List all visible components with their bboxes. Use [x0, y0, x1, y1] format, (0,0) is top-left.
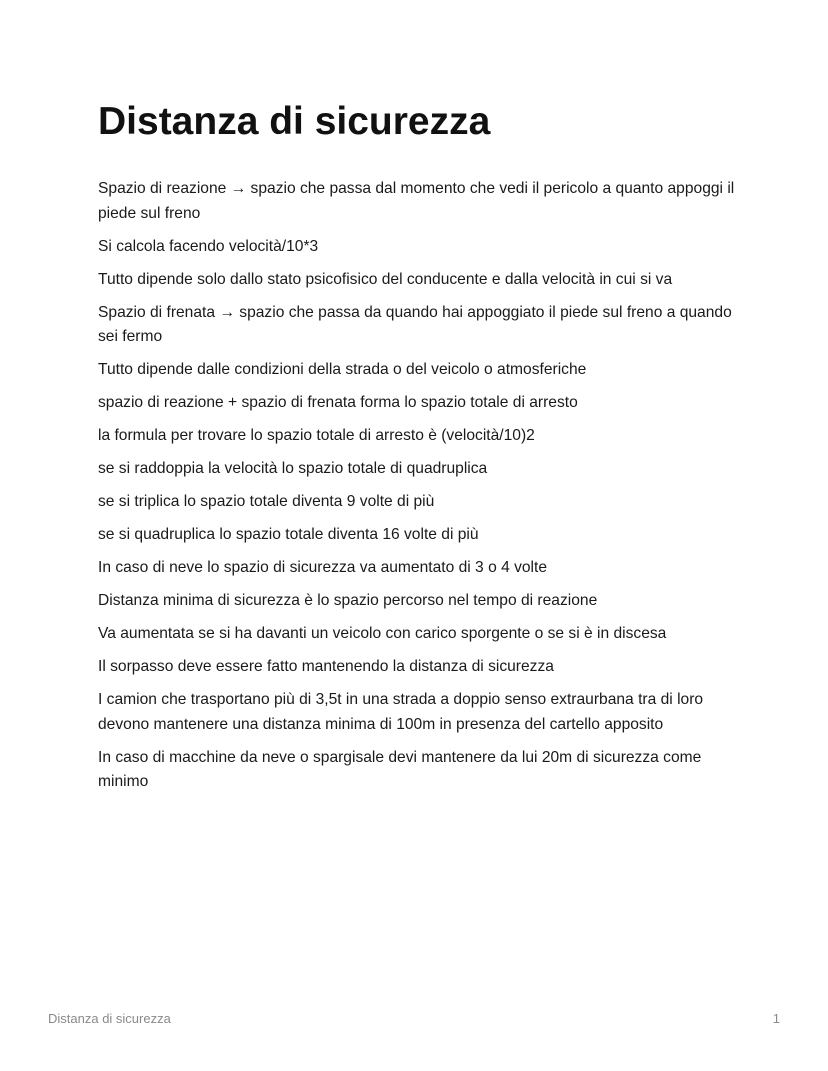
paragraph-increase-distance: Va aumentata se si ha davanti un veicolo con carico sporgente o se si è in discesa: [98, 625, 667, 642]
footer-title: Distanza di sicurezza: [48, 1011, 171, 1026]
paragraph-snowplows: In caso di macchine da neve o spargisale devi mantenere da lui 20m di sicurezza come minimo: [98, 748, 702, 790]
paragraph-braking-space: Spazio di frenata → spazio che passa da quando hai appoggiato il piede sul freno a quando sei fermo: [98, 303, 732, 345]
paragraph-reaction-depends: Tutto dipende solo dallo stato psicofisico del conducente e dalla velocità in cui si va: [98, 270, 673, 288]
paragraph-quadruple-speed: se si quadruplica lo spazio totale diventa 16 volte di più: [98, 526, 479, 543]
paragraph-snow: In caso di neve lo spazio di sicurezza va aumentato di 3 o 4 volte: [98, 559, 548, 576]
paragraph-double-speed: se si raddoppia la velocità lo spazio totale di quadruplica: [98, 460, 488, 477]
document-body: [98, 177, 748, 803]
paragraph-braking-depends: Tutto dipende dalle condizioni della strada o del veicolo o atmosferiche: [98, 361, 587, 378]
paragraph-trucks: I camion che trasportano più di 3,5t in una strada a doppio senso extraurbana tra di loro devono mantenere una distanza minima di 100m in presenza del cartello apposito: [98, 691, 704, 733]
paragraph-total-formula: la formula per trovare lo spazio totale di arresto è (velocità/10)2: [98, 427, 535, 444]
footer-page-number: 1: [772, 1011, 780, 1026]
paragraph-reaction-formula: Si calcola facendo velocità/10*3: [98, 237, 319, 255]
paragraph-reaction-space: Spazio di reazione → spazio che passa dal momento che vedi il pericolo a quanto appoggi il piede sul freno: [98, 180, 735, 222]
paragraph-minimum-distance: Distanza minima di sicurezza è lo spazio percorso nel tempo di reazione: [98, 592, 598, 609]
paragraph-overtaking: Il sorpasso deve essere fatto mantenendo la distanza di sicurezza: [98, 658, 554, 675]
paragraph-total-stopping: spazio di reazione + spazio di frenata forma lo spazio totale di arresto: [98, 394, 578, 411]
page-title: Distanza di sicurezza: [98, 100, 491, 143]
paragraph-triple-speed: se si triplica lo spazio totale diventa 9 volte di più: [98, 493, 435, 510]
